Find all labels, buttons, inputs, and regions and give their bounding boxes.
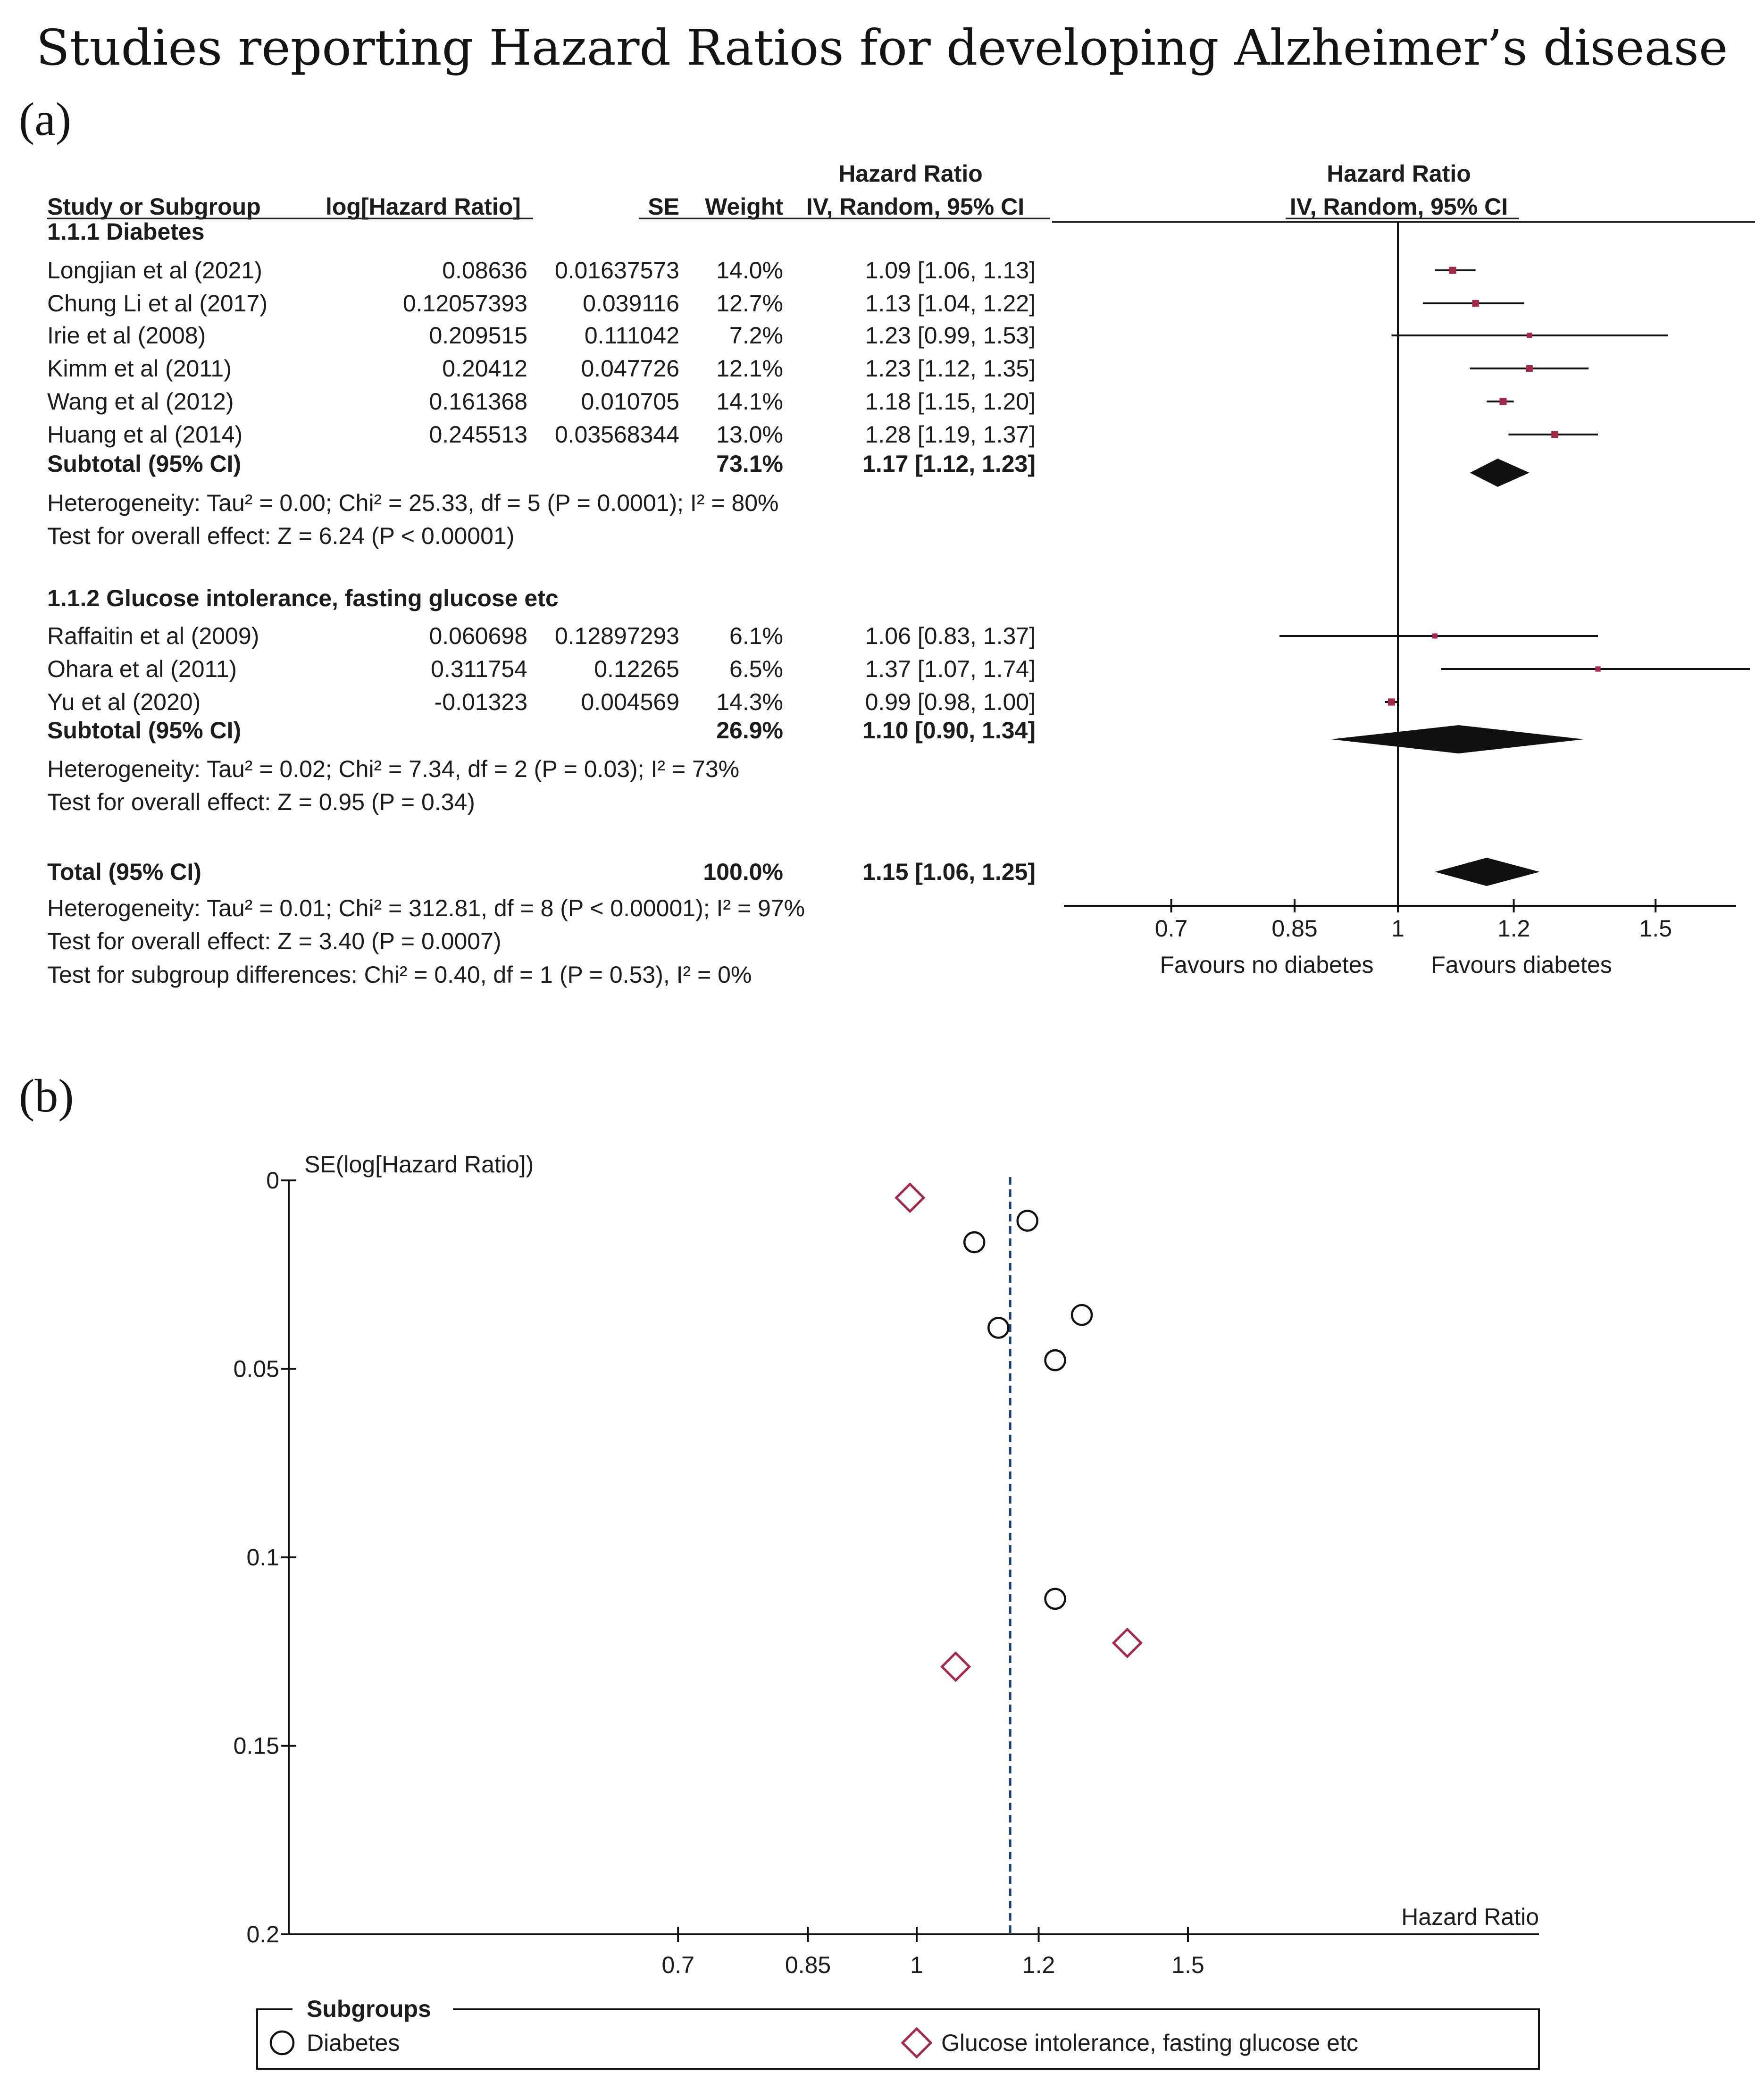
funnel-x-tick-label: 1.5 <box>1171 1952 1204 1978</box>
header-plot-sub: IV, Random, 95% CI <box>1289 193 1508 220</box>
funnel-x-tick-label: 0.85 <box>785 1952 831 1978</box>
legend-title: Subgroups <box>307 1996 431 2022</box>
study-name: Wang et al (2012) <box>47 388 234 415</box>
study-weight: 12.1% <box>716 355 783 382</box>
diabetes-point <box>988 1318 1008 1338</box>
legend-diamond-icon <box>903 2029 931 2057</box>
legend-circle-icon <box>271 2031 293 2054</box>
subtotal-label: Subtotal (95% CI) <box>47 451 242 477</box>
subgroup-heterogeneity: Heterogeneity: Tau² = 0.00; Chi² = 25.33, df = 5 (P = 0.0001); I² = 80% <box>47 490 779 516</box>
total-weight: 100.0% <box>703 859 783 885</box>
study-loghr: 0.08636 <box>442 257 527 284</box>
header-se: SE <box>648 193 679 220</box>
header-loghr: log[Hazard Ratio] <box>326 193 521 220</box>
funnel-y-tick-label: 0.2 <box>246 1921 279 1948</box>
study-name: Ohara et al (2011) <box>47 656 237 682</box>
study-ci: 1.28 [1.19, 1.37] <box>865 421 1036 448</box>
study-loghr: 0.20412 <box>442 355 527 382</box>
study-name: Raffaitin et al (2009) <box>47 623 259 649</box>
study-weight: 7.2% <box>729 322 783 349</box>
diabetes-point <box>1045 1350 1065 1370</box>
header-weight: Weight <box>705 193 783 220</box>
study-loghr: 0.161368 <box>429 388 527 415</box>
figure-title: Studies reporting Hazard Ratios for developing Alzheimer’s disease <box>36 19 1728 76</box>
study-name: Kimm et al (2011) <box>47 355 232 382</box>
total-heterogeneity: Heterogeneity: Tau² = 0.01; Chi² = 312.81, df = 8 (P < 0.00001); I² = 97% <box>47 895 805 921</box>
study-name: Chung Li et al (2017) <box>47 290 268 317</box>
subtotal-ci: 1.10 [0.90, 1.34] <box>862 717 1036 744</box>
study-se: 0.03568344 <box>554 421 679 448</box>
study-se: 0.047726 <box>581 355 679 382</box>
subtotal-weight: 73.1% <box>716 451 783 477</box>
funnel-y-axis-title: SE(log[Hazard Ratio]) <box>304 1151 534 1178</box>
study-loghr: 0.311754 <box>431 656 527 682</box>
diabetes-point <box>1072 1305 1092 1325</box>
subtotal-label: Subtotal (95% CI) <box>47 717 242 744</box>
funnel-y-tick-label: 0.1 <box>246 1544 279 1571</box>
study-ci: 1.06 [0.83, 1.37] <box>865 623 1036 649</box>
forest-x-tick-label: 1.2 <box>1497 915 1530 942</box>
funnel-y-tick-label: 0 <box>266 1167 279 1194</box>
study-name: Irie et al (2008) <box>47 322 206 349</box>
total-label: Total (95% CI) <box>47 859 201 885</box>
subgroup-heterogeneity: Heterogeneity: Tau² = 0.02; Chi² = 7.34, df = 2 (P = 0.03); I² = 73% <box>47 756 740 782</box>
glucose-point <box>1113 1629 1141 1656</box>
funnel-y-tick-label: 0.05 <box>233 1355 279 1382</box>
study-se: 0.01637573 <box>554 257 679 284</box>
funnel-x-tick-label: 0.7 <box>661 1952 694 1978</box>
legend-item-diabetes: Diabetes <box>307 2030 400 2056</box>
forest-x-tick-label: 0.85 <box>1271 915 1318 942</box>
study-ci: 1.13 [1.04, 1.22] <box>865 290 1036 317</box>
study-ci: 1.18 [1.15, 1.20] <box>865 388 1036 415</box>
study-weight: 14.0% <box>716 257 783 284</box>
study-name: Yu et al (2020) <box>47 689 201 715</box>
study-se: 0.010705 <box>581 388 679 415</box>
funnel-x-tick-label: 1.2 <box>1022 1952 1055 1978</box>
group-heading: 1.1.1 Diabetes <box>47 218 205 245</box>
funnel-y-tick-label: 0.15 <box>233 1732 279 1759</box>
group-heading: 1.1.2 Glucose intolerance, fasting glucose etc <box>47 585 559 611</box>
total-ci: 1.15 [1.06, 1.25] <box>862 859 1036 885</box>
study-se: 0.111042 <box>584 322 679 349</box>
total-overall-effect: Test for overall effect: Z = 3.40 (P = 0.0007) <box>47 928 502 954</box>
glucose-point <box>942 1653 970 1680</box>
study-loghr: 0.245513 <box>429 421 527 448</box>
study-weight: 6.1% <box>729 623 783 649</box>
study-weight: 13.0% <box>716 421 783 448</box>
forest-x-tick-label: 1 <box>1391 915 1405 942</box>
subgroup-overall-effect: Test for overall effect: Z = 0.95 (P = 0.34) <box>47 789 475 815</box>
study-ci: 1.09 [1.06, 1.13] <box>865 257 1036 284</box>
funnel-x-axis-title: Hazard Ratio <box>1401 1904 1539 1930</box>
header-plot-top: Hazard Ratio <box>1327 160 1471 187</box>
study-ci: 0.99 [0.98, 1.00] <box>865 689 1036 715</box>
study-weight: 6.5% <box>729 656 783 682</box>
study-name: Huang et al (2014) <box>47 421 243 448</box>
diabetes-point <box>1045 1589 1065 1609</box>
study-se: 0.12265 <box>594 656 679 682</box>
study-se: 0.039116 <box>583 290 679 317</box>
favours-left-label: Favours no diabetes <box>1160 952 1374 978</box>
study-loghr: 0.060698 <box>429 623 527 649</box>
study-se: 0.004569 <box>581 689 679 715</box>
glucose-point <box>896 1184 924 1212</box>
legend-item-glucose: Glucose intolerance, fasting glucose etc <box>941 2030 1358 2056</box>
subgroup-overall-effect: Test for overall effect: Z = 6.24 (P < 0.00001) <box>47 523 515 549</box>
study-weight: 12.7% <box>716 290 783 317</box>
header-hr-top: Hazard Ratio <box>838 160 983 187</box>
study-loghr: 0.209515 <box>429 322 527 349</box>
study-name: Longjian et al (2021) <box>47 257 262 284</box>
study-loghr: 0.12057393 <box>402 290 527 317</box>
study-ci: 1.37 [1.07, 1.74] <box>865 656 1036 682</box>
header-study: Study or Subgroup <box>47 193 261 220</box>
diabetes-point <box>1018 1211 1037 1230</box>
forest-x-tick-label: 0.7 <box>1154 915 1188 942</box>
diabetes-point <box>964 1232 984 1252</box>
header-hr-sub: IV, Random, 95% CI <box>806 193 1025 220</box>
study-ci: 1.23 [1.12, 1.35] <box>865 355 1036 382</box>
study-loghr: -0.01323 <box>434 689 527 715</box>
subtotal-weight: 26.9% <box>716 717 783 744</box>
favours-right-label: Favours diabetes <box>1431 952 1612 978</box>
study-ci: 1.23 [0.99, 1.53] <box>865 322 1036 349</box>
study-se: 0.12897293 <box>554 623 679 649</box>
panel-a-label: (a) <box>19 93 71 145</box>
study-weight: 14.1% <box>716 388 783 415</box>
panel-b-label: (b) <box>19 1070 74 1122</box>
subtotal-ci: 1.17 [1.12, 1.23] <box>862 451 1036 477</box>
study-weight: 14.3% <box>716 689 783 715</box>
forest-x-tick-label: 1.5 <box>1639 915 1672 942</box>
subgroup-differences: Test for subgroup differences: Chi² = 0.40, df = 1 (P = 0.53), I² = 0% <box>47 961 752 988</box>
funnel-x-tick-label: 1 <box>910 1952 923 1978</box>
